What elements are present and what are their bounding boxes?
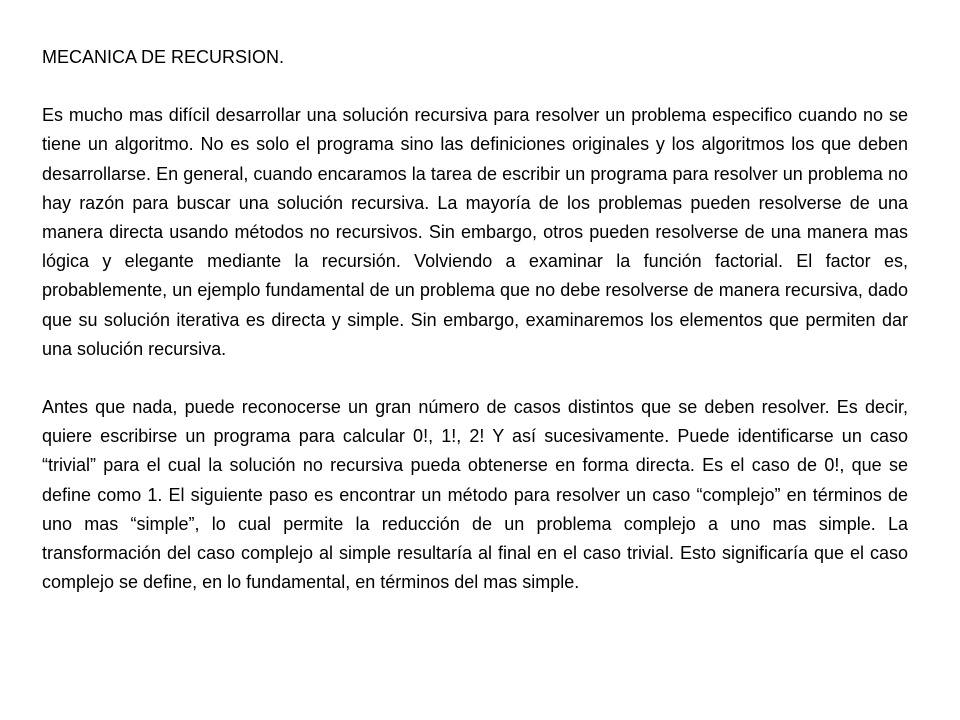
paragraph-recursion-intro: Es mucho mas difícil desarrollar una solución recursiva para resolver un problema especifico cuando no se tiene un algoritmo. No es solo el programa sino las definiciones originales y los algoritmos los que deben desarrollarse. En general, cuando encaramos la tarea de escribir un programa para resolver un problema no hay razón para buscar una solución recursiva. La mayoría de los problemas pueden resolverse de una manera directa usando métodos no recursivos. Sin embargo, otros pueden resolverse de una manera mas lógica y elegante mediante la recursión. Volviendo a examinar la función factorial. El factor es, probablemente, un ejemplo fundamental de un problema que no debe resolverse de manera recursiva, dado que su solución iterativa es directa y simple. Sin embargo, examinaremos los elementos que permiten dar una solución recursiva. [42,105,908,359]
paragraph-trivial-case: Antes que nada, puede reconocerse un gran número de casos distintos que se deben resolver. Es decir, quiere escribirse un programa para calcular 0!, 1!, 2! Y así sucesivamente. Puede identificarse un caso “trivial” para el cual la solución no recursiva pueda obtenerse en forma directa. Es el caso de 0!, que se define como 1. El siguiente paso es encontrar un método para resolver un caso “complejo” en términos de uno mas “simple”, lo cual permite la reducción de un problema complejo a uno mas simple. La transformación del caso complejo al simple resultaría al final en el caso trivial. Esto significaría que el caso complejo se define, en lo fundamental, en términos del mas simple. [42,397,908,593]
text-body [42,43,908,597]
document-title: MECANICA DE RECURSION. [42,47,285,67]
